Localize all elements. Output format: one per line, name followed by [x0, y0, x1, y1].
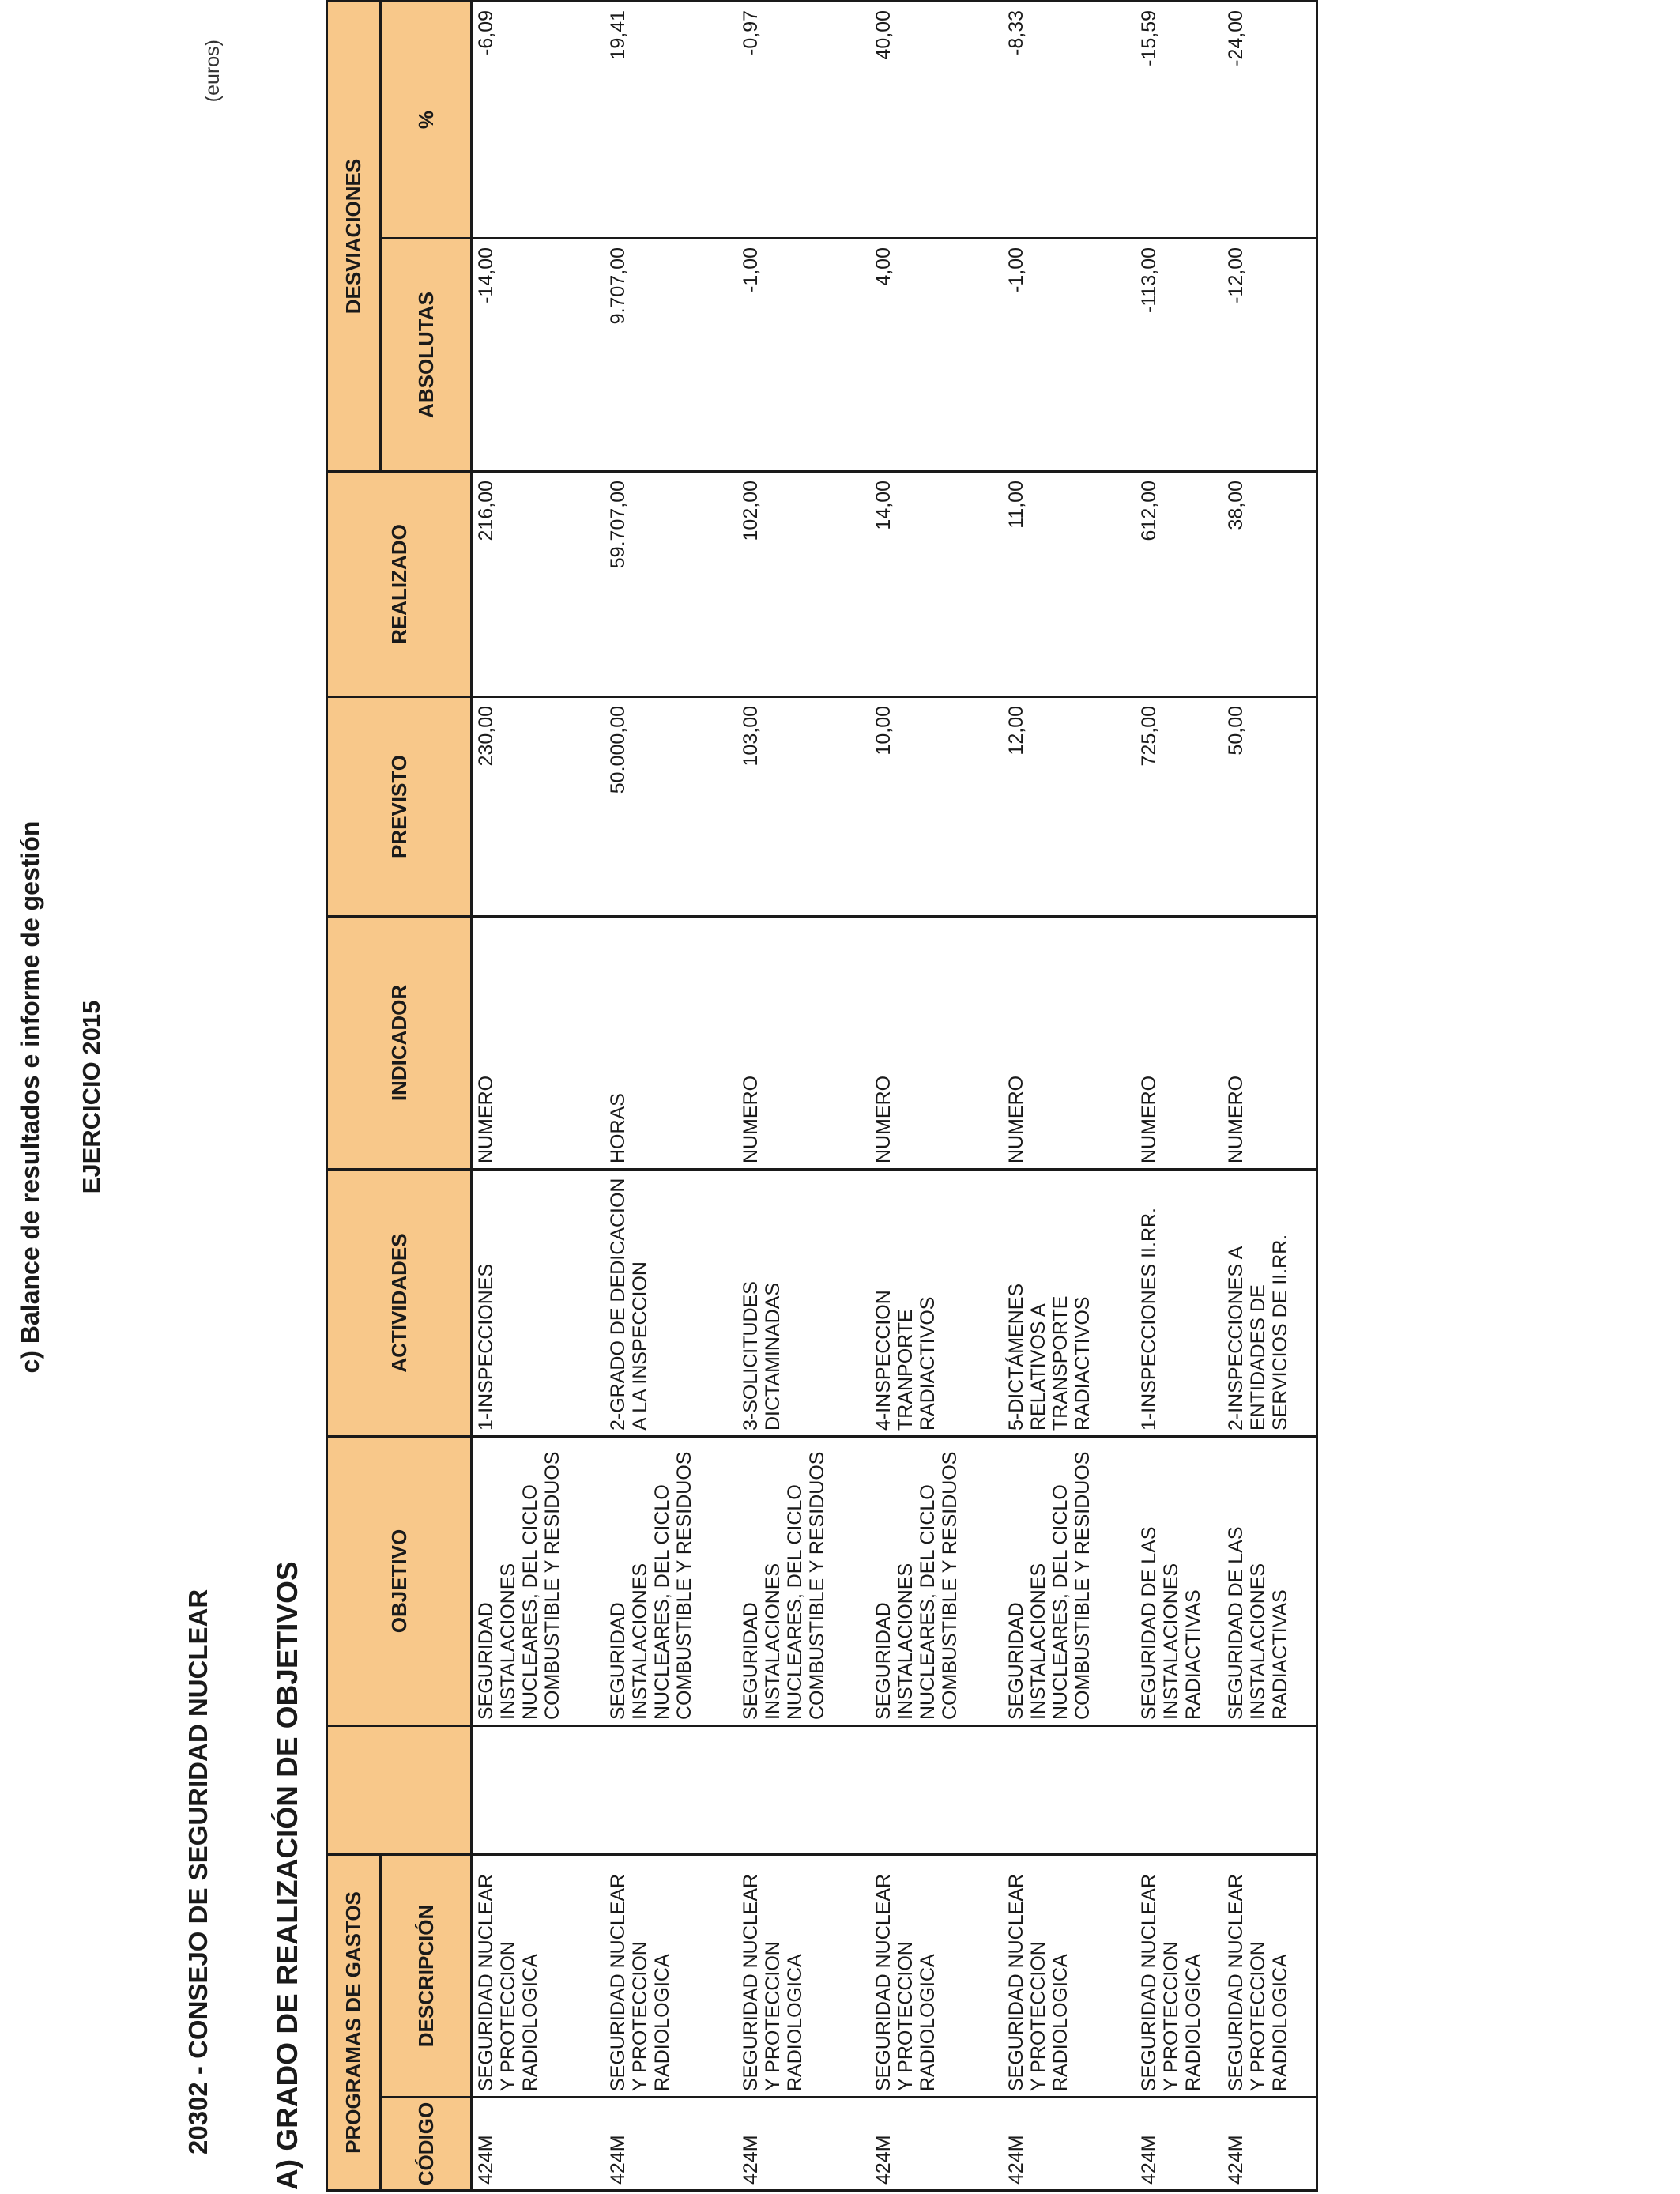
cell-codigo: 424M [472, 2098, 605, 2191]
cell-spacer [472, 1726, 605, 1855]
cell-actividades: 3-SOLICITUDES DICTAMINADAS [737, 1170, 870, 1437]
cell-spacer [1136, 1726, 1222, 1855]
currency-note: (euros) [202, 40, 224, 103]
col-previsto: PREVISTO [327, 697, 472, 917]
cell-previsto: 230,00 [472, 697, 605, 917]
cell-previsto: 725,00 [1136, 697, 1222, 917]
cell-pct: 40,00 [870, 2, 1003, 239]
cell-actividades: 2-INSPECCIONES A ENTIDADES DE SERVICIOS DE II.RR. [1222, 1170, 1317, 1437]
cell-actividades: 2-GRADO DE DEDICACION A LA INSPECCION [605, 1170, 737, 1437]
cell-pct: 19,41 [605, 2, 737, 239]
cell-indicador: NUMERO [737, 917, 870, 1170]
cell-spacer [1222, 1726, 1317, 1855]
cell-realizado: 11,00 [1003, 472, 1136, 697]
cell-codigo: 424M [1003, 2098, 1136, 2191]
cell-descripcion: SEGURIDAD NUCLEAR Y PROTECCION RADIOLOGICA [737, 1855, 870, 2098]
cell-pct: -6,09 [472, 2, 605, 239]
col-actividades: ACTIVIDADES [327, 1170, 472, 1437]
cell-absolutas: -12,00 [1222, 239, 1317, 472]
cell-absolutas: -1,00 [737, 239, 870, 472]
cell-realizado: 102,00 [737, 472, 870, 697]
cell-indicador: NUMERO [1136, 917, 1222, 1170]
cell-actividades: 4-INSPECCION TRANPORTE RADIACTIVOS [870, 1170, 1003, 1437]
cell-objetivo: SEGURIDAD INSTALACIONES NUCLEARES, DEL CICLO COMBUSTIBLE Y RESIDUOS [737, 1437, 870, 1726]
cell-codigo: 424M [870, 2098, 1003, 2191]
cell-spacer [737, 1726, 870, 1855]
col-descripcion: DESCRIPCIÓN [381, 1855, 472, 2098]
col-pct: % [381, 2, 472, 239]
table-row [472, 2, 605, 2191]
cell-objetivo: SEGURIDAD INSTALACIONES NUCLEARES, DEL CICLO COMBUSTIBLE Y RESIDUOS [605, 1437, 737, 1726]
cell-absolutas: -113,00 [1136, 239, 1222, 472]
cell-previsto: 10,00 [870, 697, 1003, 917]
cell-pct: -24,00 [1222, 2, 1317, 239]
cell-realizado: 38,00 [1222, 472, 1317, 697]
cell-actividades: 1-INSPECCIONES II.RR. [1136, 1170, 1222, 1437]
table-row [1222, 2, 1317, 2191]
cell-absolutas: 4,00 [870, 239, 1003, 472]
cell-indicador: NUMERO [472, 917, 605, 1170]
cell-pct: -15,59 [1136, 2, 1222, 239]
table-row [605, 2, 737, 2191]
cell-previsto: 12,00 [1003, 697, 1136, 917]
cell-objetivo: SEGURIDAD INSTALACIONES NUCLEARES, DEL CICLO COMBUSTIBLE Y RESIDUOS [472, 1437, 605, 1726]
cell-absolutas: -1,00 [1003, 239, 1136, 472]
cell-indicador: HORAS [605, 917, 737, 1170]
cell-realizado: 612,00 [1136, 472, 1222, 697]
cell-pct: -8,33 [1003, 2, 1136, 239]
cell-objetivo: SEGURIDAD INSTALACIONES NUCLEARES, DEL CICLO COMBUSTIBLE Y RESIDUOS [1003, 1437, 1136, 1726]
cell-codigo: 424M [1136, 2098, 1222, 2191]
col-realizado: REALIZADO [327, 472, 472, 697]
table-row [870, 2, 1003, 2191]
table-row [1003, 2, 1136, 2191]
programas-group-header: PROGRAMAS DE GASTOS [327, 1855, 381, 2191]
cell-realizado: 216,00 [472, 472, 605, 697]
cell-absolutas: -14,00 [472, 239, 605, 472]
cell-absolutas: 9.707,00 [605, 239, 737, 472]
cell-previsto: 103,00 [737, 697, 870, 917]
cell-descripcion: SEGURIDAD NUCLEAR Y PROTECCION RADIOLOGICA [472, 1855, 605, 2098]
cell-descripcion: SEGURIDAD NUCLEAR Y PROTECCION RADIOLOGICA [605, 1855, 737, 2098]
cell-descripcion: SEGURIDAD NUCLEAR Y PROTECCION RADIOLOGICA [1003, 1855, 1136, 2098]
cell-codigo: 424M [605, 2098, 737, 2191]
cell-indicador: NUMERO [870, 917, 1003, 1170]
col-objetivo: OBJETIVO [327, 1437, 472, 1726]
cell-previsto: 50.000,00 [605, 697, 737, 917]
cell-spacer [605, 1726, 737, 1855]
cell-actividades: 5-DICTÁMENES RELATIVOS A TRANSPORTE RADIACTIVOS [1003, 1170, 1136, 1437]
page-title: c) Balance de resultados e informe de gestión [16, 820, 44, 1374]
cell-codigo: 424M [1222, 2098, 1317, 2191]
cell-objetivo: SEGURIDAD INSTALACIONES NUCLEARES, DEL CICLO COMBUSTIBLE Y RESIDUOS [870, 1437, 1003, 1726]
cell-realizado: 14,00 [870, 472, 1003, 697]
cell-descripcion: SEGURIDAD NUCLEAR Y PROTECCION RADIOLOGICA [1222, 1855, 1317, 2098]
table-row [737, 2, 870, 2191]
entity-heading: 20302 - CONSEJO DE SEGURIDAD NUCLEAR [183, 1589, 213, 2154]
col-codigo: CÓDIGO [381, 2098, 472, 2191]
cell-pct: -0,97 [737, 2, 870, 239]
cell-actividades: 1-INSPECCIONES [472, 1170, 605, 1437]
cell-spacer [870, 1726, 1003, 1855]
col-absolutas: ABSOLUTAS [381, 239, 472, 472]
cell-descripcion: SEGURIDAD NUCLEAR Y PROTECCION RADIOLOGICA [1136, 1855, 1222, 2098]
cell-descripcion: SEGURIDAD NUCLEAR Y PROTECCION RADIOLOGICA [870, 1855, 1003, 2098]
fiscal-year: EJERCICIO 2015 [77, 1000, 105, 1194]
cell-objetivo: SEGURIDAD DE LAS INSTALACIONES RADIACTIVAS [1136, 1437, 1222, 1726]
cell-indicador: NUMERO [1003, 917, 1136, 1170]
table-row [1136, 2, 1222, 2191]
cell-indicador: NUMERO [1222, 917, 1317, 1170]
cell-spacer [1003, 1726, 1136, 1855]
cell-codigo: 424M [737, 2098, 870, 2191]
col-indicador: INDICADOR [327, 917, 472, 1170]
objectives-table [326, 0, 1318, 2192]
cell-previsto: 50,00 [1222, 697, 1317, 917]
cell-objetivo: SEGURIDAD DE LAS INSTALACIONES RADIACTIVAS [1222, 1437, 1317, 1726]
cell-realizado: 59.707,00 [605, 472, 737, 697]
section-heading: A) GRADO DE REALIZACIÓN DE OBJETIVOS [271, 1561, 303, 2190]
desviaciones-group-header: DESVIACIONES [327, 2, 381, 472]
